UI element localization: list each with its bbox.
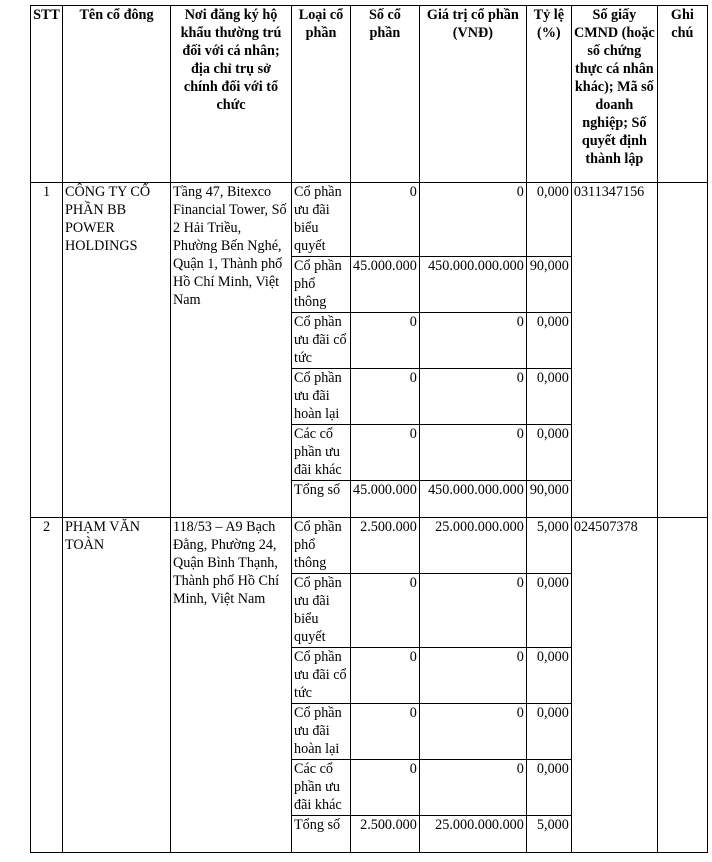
share-value-total: 25.000.000.000 [419,816,526,853]
share-ratio: 0,000 [526,425,571,481]
share-value: 0 [419,183,526,257]
share-count: 0 [351,760,420,816]
share-count: 0 [351,648,420,704]
share-value: 0 [419,574,526,648]
shareholder-note [657,183,707,518]
share-type: Cổ phần phổ thông [292,257,351,313]
share-type: Cổ phần ưu đãi cổ tức [292,648,351,704]
share-ratio: 0,000 [526,704,571,760]
table-row [31,518,708,574]
share-ratio: 0,000 [526,574,571,648]
header-stt: STT [31,6,63,183]
share-type: Cổ phần ưu đãi biểu quyết [292,183,351,257]
share-value: 0 [419,369,526,425]
share-type-total: Tổng số [292,816,351,853]
share-type: Cổ phần ưu đãi hoàn lại [292,369,351,425]
share-ratio: 0,000 [526,369,571,425]
header-row [31,6,708,183]
share-ratio: 0,000 [526,648,571,704]
header-note: Ghi chú [657,6,707,183]
share-value: 25.000.000.000 [419,518,526,574]
share-count: 0 [351,574,420,648]
shareholder-table [30,5,708,853]
share-count: 0 [351,369,420,425]
share-ratio: 5,000 [526,518,571,574]
share-value-total: 450.000.000.000 [419,481,526,518]
share-count-total: 2.500.000 [351,816,420,853]
share-value: 0 [419,648,526,704]
share-count-total: 45.000.000 [351,481,420,518]
share-ratio: 0,000 [526,313,571,369]
share-type: Cổ phần ưu đãi hoàn lại [292,704,351,760]
header-ratio: Tỷ lệ (%) [526,6,571,183]
share-value: 0 [419,760,526,816]
share-ratio-total: 5,000 [526,816,571,853]
header-shares: Số cổ phần [351,6,420,183]
share-type: Cổ phần ưu đãi cổ tức [292,313,351,369]
share-count: 2.500.000 [351,518,420,574]
shareholder-address: 118/53 – A9 Bạch Đằng, Phường 24, Quận Bình Thạnh, Thành phố Hồ Chí Minh, Việt Nam [171,518,292,853]
share-ratio: 0,000 [526,760,571,816]
share-ratio: 0,000 [526,183,571,257]
share-type: Cổ phần phổ thông [292,518,351,574]
stt-cell: 2 [31,518,63,853]
header-value: Giá trị cổ phần (VNĐ) [419,6,526,183]
share-value: 0 [419,313,526,369]
share-ratio-total: 90,000 [526,481,571,518]
share-count: 0 [351,425,420,481]
header-address: Nơi đăng ký hộ khẩu thường trú đối với cá nhân; địa chỉ trụ sở chính đối với tổ chức [171,6,292,183]
share-value: 0 [419,425,526,481]
shareholder-id: 024507378 [571,518,657,853]
shareholder-name: CÔNG TY CỔ PHẦN BB POWER HOLDINGS [63,183,171,518]
header-id: Số giấy CMND (hoặc số chứng thực cá nhân khác); Mã số doanh nghiệp; Số quyết định thành lập [571,6,657,183]
share-ratio: 90,000 [526,257,571,313]
shareholder-address: Tầng 47, Bitexco Financial Tower, Số 2 Hải Triều, Phường Bến Nghé, Quận 1, Thành phố Hồ Chí Minh, Việt Nam [171,183,292,518]
share-count: 0 [351,313,420,369]
share-value: 0 [419,704,526,760]
share-type: Cổ phần ưu đãi biểu quyết [292,574,351,648]
share-count: 45.000.000 [351,257,420,313]
share-type-total: Tổng số [292,481,351,518]
table-row [31,183,708,257]
share-count: 0 [351,183,420,257]
shareholder-id: 0311347156 [571,183,657,518]
share-count: 0 [351,704,420,760]
share-type: Các cổ phần ưu đãi khác [292,760,351,816]
header-type: Loại cổ phần [292,6,351,183]
stt-cell: 1 [31,183,63,518]
share-value: 450.000.000.000 [419,257,526,313]
shareholder-name: PHẠM VĂN TOÀN [63,518,171,853]
shareholder-note [657,518,707,853]
share-type: Các cổ phần ưu đãi khác [292,425,351,481]
header-name: Tên cổ đông [63,6,171,183]
